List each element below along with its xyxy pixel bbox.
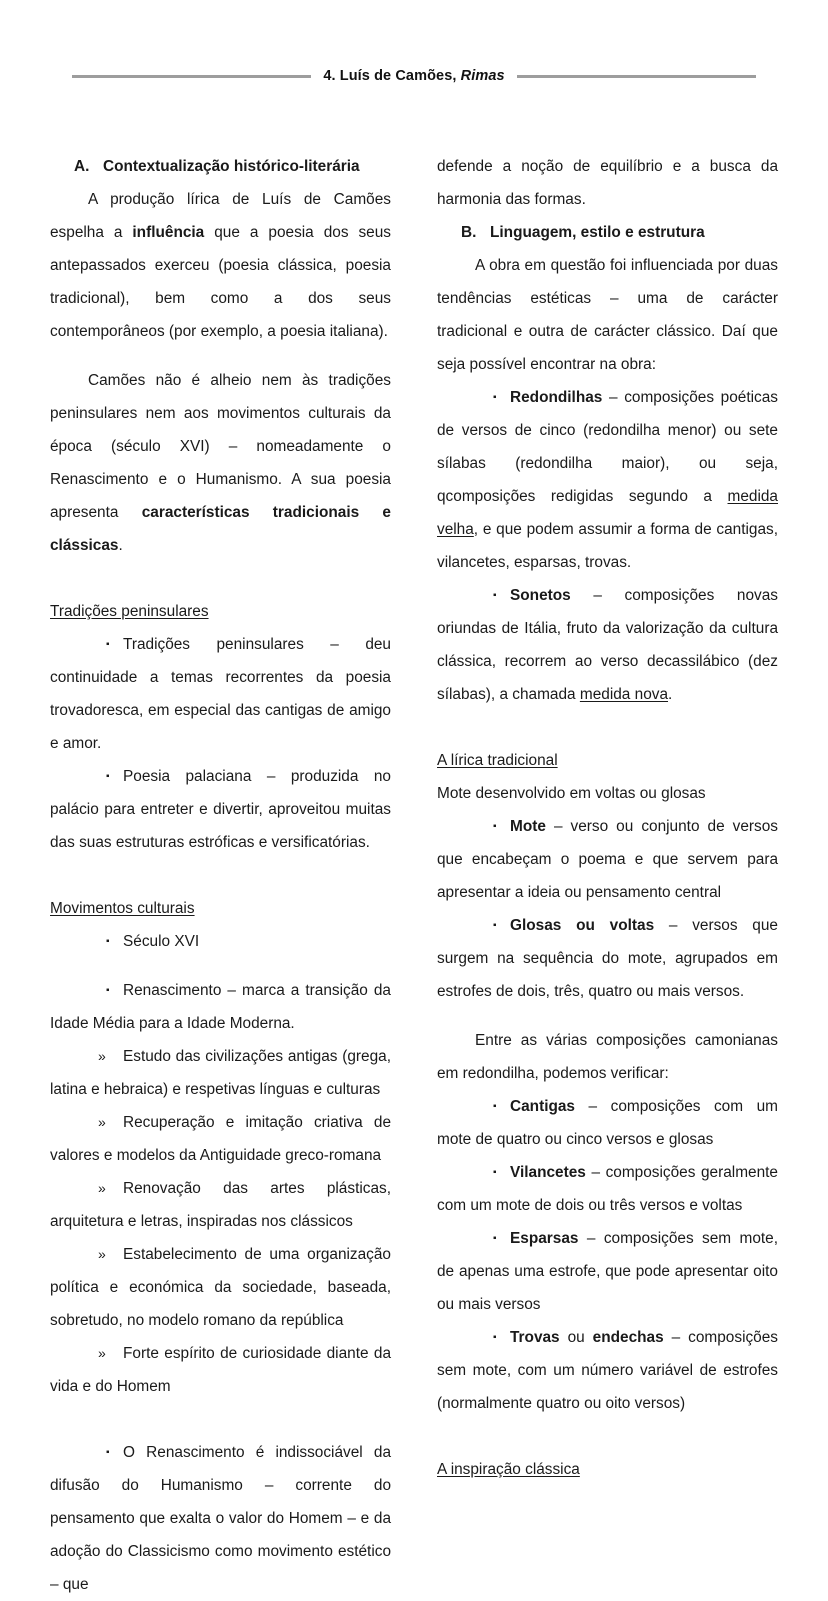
text-run: Camões não é alheio nem às tradições peninsulares nem aos movimentos culturais da época (século XVI) – nomeadamente o Renascimento e o Humanismo. A sua poesia apresenta (50, 372, 391, 521)
list-item (50, 925, 391, 958)
sub-bullet-icon: » (98, 1246, 106, 1262)
text-run: – versos que surgem na sequência do mote, agrupados em estrofes de dois, três, quatro ou mais versos. (437, 917, 778, 1000)
subsection-heading (437, 1453, 778, 1486)
emphasis-bold: Mote (510, 818, 546, 835)
text-run: ou (559, 1329, 593, 1346)
vertical-space (50, 348, 391, 364)
header-rule-left (72, 75, 311, 78)
text-run: Estabelecimento de uma organização política e económica da sociedade, baseada, sobretudo, no modelo romano da república (50, 1246, 391, 1329)
text-run: Mote desenvolvido em voltas ou glosas (437, 785, 706, 802)
emphasis-bold: Esparsas (510, 1230, 579, 1247)
paragraph (437, 249, 778, 381)
text-run: O Renascimento é indissociável da difusão do Humanismo – corrente do pensamento que exalta o valor do Homem – e da adoção do Classicismo como movimento estético – que (50, 1444, 391, 1593)
vertical-space (50, 1403, 391, 1436)
bullet-icon: ▪ (106, 771, 110, 782)
sub-list-item (50, 1238, 391, 1337)
text-run: – composições sem mote, de apenas uma estrofe, que pode apresentar oito ou mais versos (437, 1230, 778, 1313)
emphasis-underline: medida velha (437, 488, 778, 538)
bullet-icon: ▪ (493, 821, 497, 832)
sub-bullet-icon: » (98, 1345, 106, 1361)
paragraph-continuation (437, 150, 778, 216)
sub-list-item (50, 1106, 391, 1172)
emphasis-bold: Trovas (510, 1329, 560, 1346)
vertical-space (50, 562, 391, 595)
paragraph (437, 1024, 778, 1090)
sub-list-item (50, 1172, 391, 1238)
text-run: Renovação das artes plásticas, arquitetura e letras, inspiradas nos clássicos (50, 1180, 391, 1230)
section-heading (437, 216, 778, 249)
text-run: Recuperação e imitação criativa de valores e modelos da Antiguidade greco-romana (50, 1114, 391, 1164)
subsection-heading-label: A inspiração clássica (437, 1461, 580, 1478)
subsection-heading (50, 595, 391, 628)
plain-line (437, 777, 778, 810)
list-item (50, 628, 391, 760)
emphasis-bold: características tradicionais e clássicas (50, 504, 391, 554)
text-run: . (668, 686, 673, 703)
emphasis-bold: Sonetos (510, 587, 571, 604)
subsection-heading (50, 892, 391, 925)
list-item (50, 1436, 391, 1601)
text-run: defende a noção de equilíbrio e a busca da harmonia das formas. (437, 158, 778, 208)
list-item (50, 760, 391, 859)
bullet-icon: ▪ (493, 920, 497, 931)
vertical-space (437, 1008, 778, 1024)
text-run: Poesia palaciana – produzida no palácio para entreter e divertir, aproveitou muitas das suas estruturas estróficas e versificatórias. (50, 768, 391, 851)
sub-list-item (50, 1337, 391, 1403)
list-item-text (437, 389, 778, 571)
paragraph (50, 183, 391, 348)
emphasis-bold: Redondilhas (510, 389, 603, 406)
page-header (72, 62, 756, 90)
bullet-icon: ▪ (106, 936, 110, 947)
bullet-icon: ▪ (493, 1233, 497, 1244)
section-heading (50, 150, 391, 183)
bullet-icon: ▪ (106, 639, 110, 650)
text-run: – composições com um mote de quatro ou cinco versos e glosas (437, 1098, 778, 1148)
text-run: Estudo das civilizações antigas (grega, latina e hebraica) e respetivas línguas e culturas (50, 1048, 391, 1098)
vertical-space (437, 1420, 778, 1453)
list-item (437, 579, 778, 711)
text-run: – composições poéticas de versos de cinco (redondilha menor) ou sete sílabas (redondilha maior), ou seja, qcomposições redigidas segundo a (437, 389, 778, 505)
list-item (50, 974, 391, 1040)
sub-list-item (50, 1040, 391, 1106)
vertical-space (437, 711, 778, 744)
subsection-heading (437, 744, 778, 777)
column-right (437, 150, 778, 1601)
text-run: Tradições peninsulares – deu continuidade a temas recorrentes da poesia trovadoresca, em especial das cantigas de amigo e amor. (50, 636, 391, 752)
sub-bullet-icon: » (98, 1048, 106, 1064)
bullet-icon: ▪ (493, 1167, 497, 1178)
paragraph (50, 364, 391, 562)
sub-bullet-icon: » (98, 1180, 106, 1196)
emphasis-underline: medida nova (579, 686, 669, 703)
text-run: Forte espírito de curiosidade diante da vida e do Homem (50, 1345, 391, 1395)
bullet-icon: ▪ (106, 1447, 110, 1458)
emphasis-bold: Vilancetes (510, 1164, 586, 1181)
vertical-space (50, 958, 391, 974)
subsection-heading-label: Tradições peninsulares (50, 603, 209, 620)
text-run: Renascimento – marca a transição da Idade Média para a Idade Moderna. (50, 982, 391, 1032)
list-item (437, 1321, 778, 1420)
bullet-icon: ▪ (106, 985, 110, 996)
column-left (50, 150, 391, 1601)
bullet-icon: ▪ (493, 1101, 497, 1112)
vertical-space (50, 859, 391, 892)
text-run: – composições geralmente com um mote de dois ou três versos e voltas (437, 1164, 778, 1214)
text-run: Século XVI (123, 933, 200, 950)
emphasis-bold: Cantigas (510, 1098, 575, 1115)
bullet-icon: ▪ (493, 590, 497, 601)
text-run: , e que podem assumir a forma de cantigas, vilancetes, esparsas, trovas. (437, 521, 778, 571)
text-run: A produção lírica de Luís de Camões espelha a (50, 191, 391, 241)
list-item (437, 1090, 778, 1156)
bullet-icon: ▪ (493, 392, 497, 403)
emphasis-bold: Glosas ou voltas (510, 917, 655, 934)
emphasis-bold: endechas (592, 1329, 664, 1346)
section-heading-marker: A. (74, 158, 90, 175)
text-run: . (118, 537, 123, 554)
text-run: A obra em questão foi influenciada por duas tendências estéticas – uma de carácter tradicional e outra de carácter clássico. Daí que seja possível encontrar na obra: (437, 257, 778, 373)
subsection-heading-label: Movimentos culturais (50, 900, 195, 917)
subsection-heading-label: A lírica tradicional (437, 752, 558, 769)
page-title-work: Rimas (460, 68, 505, 84)
section-heading-label: Linguagem, estilo e estrutura (490, 224, 705, 241)
page-title-text: 4. Luís de Camões, (323, 68, 461, 84)
list-item-text (123, 933, 199, 950)
list-item (437, 810, 778, 909)
header-rule-right (517, 75, 756, 78)
text-run: – verso ou conjunto de versos que encabeçam o poema e que servem para apresentar a ideia ou pensamento central (437, 818, 778, 901)
list-item (437, 1222, 778, 1321)
text-run: – composições novas oriundas de Itália, fruto da valorização da cultura clássica, recorrem ao verso decassilábico (dez sílabas), a chamada (437, 587, 778, 703)
list-item (437, 381, 778, 579)
emphasis-bold: influência (132, 224, 205, 241)
page-title (311, 68, 516, 84)
text-run: que a poesia dos seus antepassados exerceu (poesia clássica, poesia tradicional), bem como a dos seus contemporâneos (por exemplo, a poesia italiana). (50, 224, 391, 340)
list-item (437, 1156, 778, 1222)
sub-bullet-icon: » (98, 1114, 106, 1130)
text-run: – composições sem mote, com um número variável de estrofes (normalmente quatro ou oito versos) (437, 1329, 778, 1412)
bullet-icon: ▪ (493, 1332, 497, 1343)
text-run: Entre as várias composições camonianas em redondilha, podemos verificar: (437, 1032, 778, 1082)
section-heading-marker: B. (461, 224, 477, 241)
list-item (437, 909, 778, 1008)
section-heading-label: Contextualização histórico-literária (103, 158, 360, 175)
body-columns (50, 150, 778, 1601)
